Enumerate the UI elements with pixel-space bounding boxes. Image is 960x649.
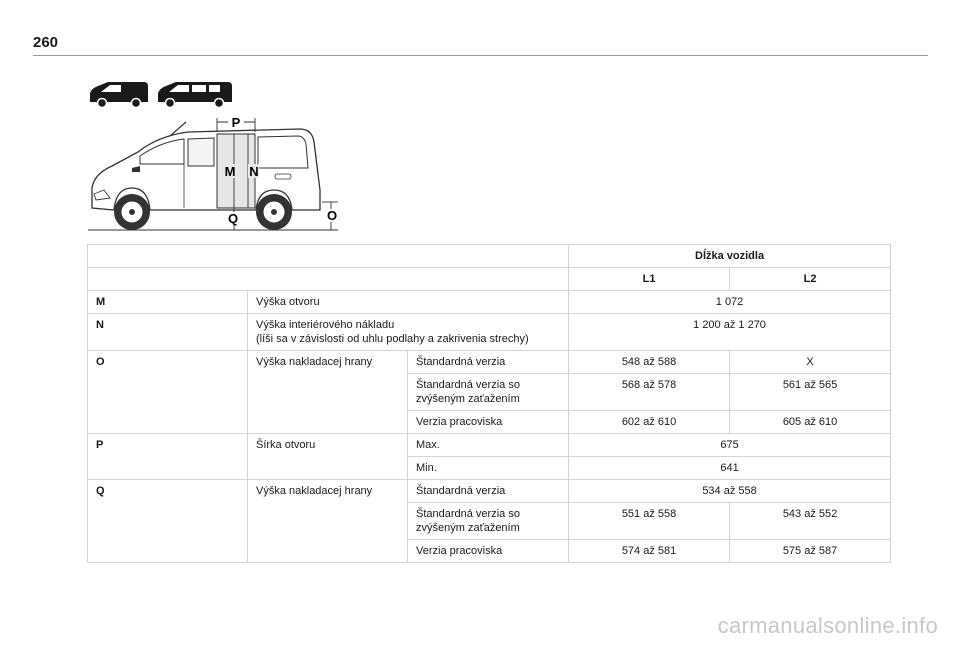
row-value: 575 až 587 <box>730 540 891 563</box>
row-code: O <box>88 351 248 434</box>
watermark: carmanualsonline.info <box>717 613 938 638</box>
row-sub: Max. <box>408 434 569 457</box>
dimensions-table <box>87 244 891 563</box>
row-sub: Štandardná verzia so zvýšeným zaťažením <box>408 374 569 411</box>
table-row <box>88 268 891 291</box>
label-o: O <box>326 208 338 223</box>
row-value: 574 až 581 <box>569 540 730 563</box>
van-silhouettes-icon <box>88 80 238 110</box>
row-value: 602 až 610 <box>569 411 730 434</box>
row-code: M <box>88 291 248 314</box>
row-value: 561 až 565 <box>730 374 891 411</box>
label-q: Q <box>227 211 239 226</box>
label-p: P <box>231 115 241 130</box>
table-row <box>88 434 891 457</box>
row-desc: Výška nakladacej hrany <box>248 351 408 434</box>
table-row <box>88 351 891 374</box>
row-desc: Výška otvoru <box>248 291 569 314</box>
row-value: 605 až 610 <box>730 411 891 434</box>
col-l2: L2 <box>730 268 891 291</box>
row-value: 548 až 588 <box>569 351 730 374</box>
row-code: P <box>88 434 248 480</box>
row-value: 551 až 558 <box>569 503 730 540</box>
row-value: 1 072 <box>569 291 891 314</box>
row-sub: Štandardná verzia <box>408 351 569 374</box>
row-desc: Šírka otvoru <box>248 434 408 480</box>
row-code: N <box>88 314 248 351</box>
front-wheel <box>114 194 150 230</box>
van-long-icon <box>158 82 232 108</box>
row-value: 543 až 552 <box>730 503 891 540</box>
row-value: 675 <box>569 434 891 457</box>
van-short-icon <box>90 82 148 108</box>
row-sub: Verzia pracoviska <box>408 411 569 434</box>
row-value: 534 až 558 <box>569 480 891 503</box>
car-dimensions-diagram <box>88 112 348 238</box>
page-number: 260 <box>33 34 59 51</box>
row-value: X <box>730 351 891 374</box>
rear-wheel <box>256 194 292 230</box>
row-sub: Štandardná verzia <box>408 480 569 503</box>
table-row <box>88 480 891 503</box>
table-row <box>88 314 891 351</box>
row-desc: Výška nakladacej hrany <box>248 480 408 563</box>
header-divider <box>33 55 928 56</box>
row-sub: Štandardná verzia so zvýšeným zaťažením <box>408 503 569 540</box>
length-header: Dĺžka vozidla <box>569 245 891 268</box>
label-m: M <box>224 164 236 179</box>
row-sub: Verzia pracoviska <box>408 540 569 563</box>
row-code: Q <box>88 480 248 563</box>
table-row <box>88 245 891 268</box>
label-n: N <box>249 164 259 179</box>
row-desc: Výška interiérového nákladu (líši sa v závislosti od uhlu podlahy a zakrivenia strechy) <box>248 314 569 351</box>
row-sub: Min. <box>408 457 569 480</box>
table-row <box>88 291 891 314</box>
row-value: 641 <box>569 457 891 480</box>
row-value: 568 až 578 <box>569 374 730 411</box>
col-l1: L1 <box>569 268 730 291</box>
row-value: 1 200 až 1 270 <box>569 314 891 351</box>
